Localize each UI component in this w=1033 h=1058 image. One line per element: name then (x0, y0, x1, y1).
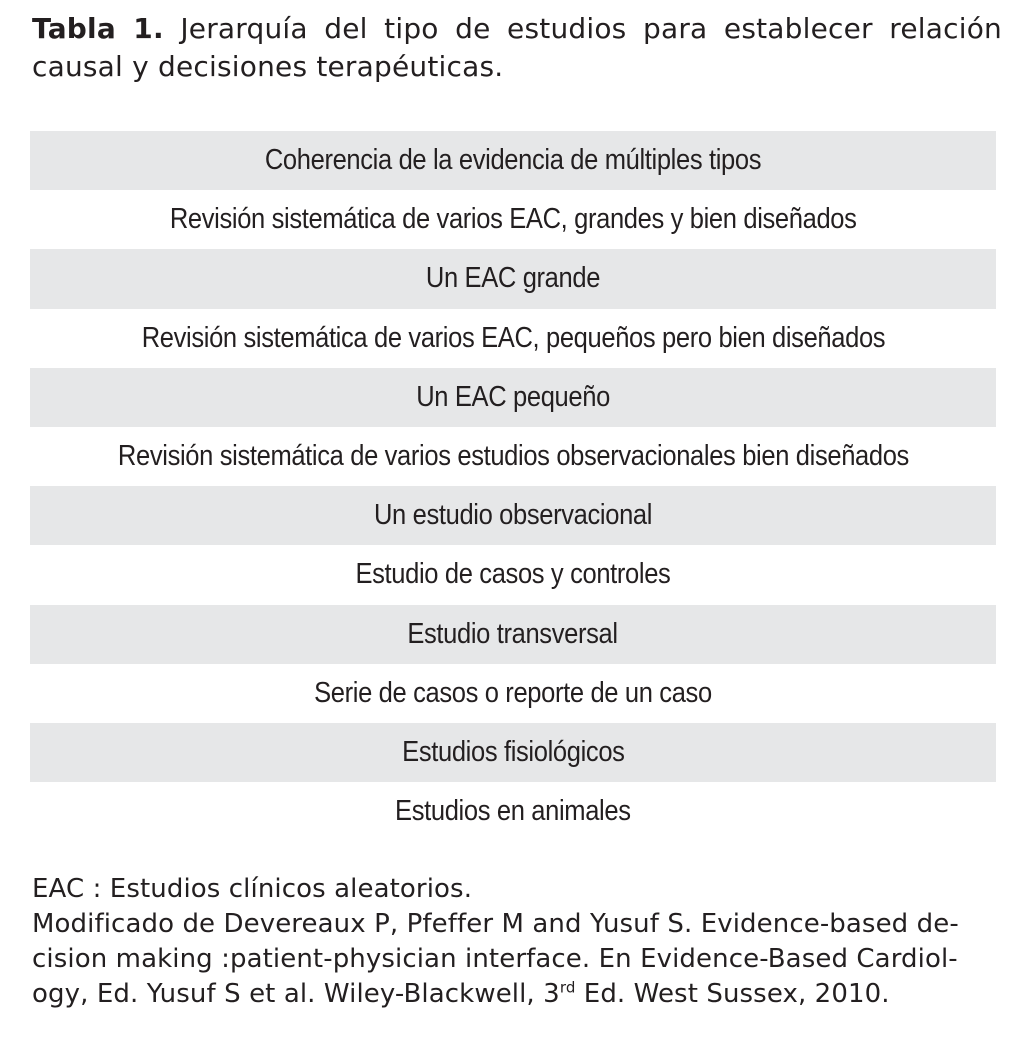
table-row (30, 309, 996, 368)
table-row (30, 131, 996, 190)
table-cell: Un EAC pequeño (416, 380, 610, 413)
table-cell: Revisión sistemática de varios EAC, pequeños pero bien diseñados (141, 321, 885, 354)
table-cell: Estudios fisiológicos (401, 735, 625, 768)
source-note-line (32, 977, 1000, 1012)
table-cell: Revisión sistemática de varios EAC, grandes y bien diseñados (169, 203, 857, 236)
table-row (30, 190, 996, 249)
hierarchy-table (30, 131, 996, 841)
table-caption (32, 10, 1002, 86)
table-row (30, 249, 996, 308)
source-text-part: Ed. West Sussex, 2010. (575, 979, 890, 1009)
source-note-line (32, 942, 1000, 977)
table-cell: Estudio transversal (407, 617, 619, 650)
caption-text: Jerarquía del tipo de estudios para establecer relación causal y decisiones terapéuticas. (32, 12, 1002, 83)
table-row (30, 368, 996, 427)
source-text: cision making :patient-physician interface. En Evidence-Based Cardiol- (32, 944, 958, 974)
table-cell: Revisión sistemática de varios estudios observacionales bien diseñados (117, 440, 909, 473)
table-row (30, 427, 996, 486)
source-note-line (32, 907, 1000, 942)
source-text: Modificado de Devereaux P, Pfeffer M and Yusuf S. Evidence-based de- (32, 909, 959, 939)
table-cell: Estudio de casos y controles (355, 558, 671, 591)
table-row (30, 486, 996, 545)
abbreviation-note: EAC : Estudios clínicos aleatorios. (32, 874, 473, 904)
table-cell: Un estudio observacional (373, 499, 653, 532)
table-cell: Estudios en animales (395, 795, 631, 828)
ordinal-superscript: rd (559, 978, 576, 997)
table-row (30, 545, 996, 604)
table-cell: Coherencia de la evidencia de múltiples tipos (264, 144, 762, 177)
table-cell: Serie de casos o reporte de un caso (314, 676, 712, 709)
table-row (30, 605, 996, 664)
table-cell: Un EAC grande (425, 262, 601, 295)
source-text (32, 977, 890, 1012)
table-row (30, 664, 996, 723)
table-row (30, 782, 996, 841)
source-text-part: ogy, Ed. Yusuf S et al. Wiley-Blackwell, 3 (32, 979, 560, 1009)
table-notes (32, 872, 1000, 1012)
table-row (30, 723, 996, 782)
caption-label: Tabla 1. (32, 12, 164, 45)
